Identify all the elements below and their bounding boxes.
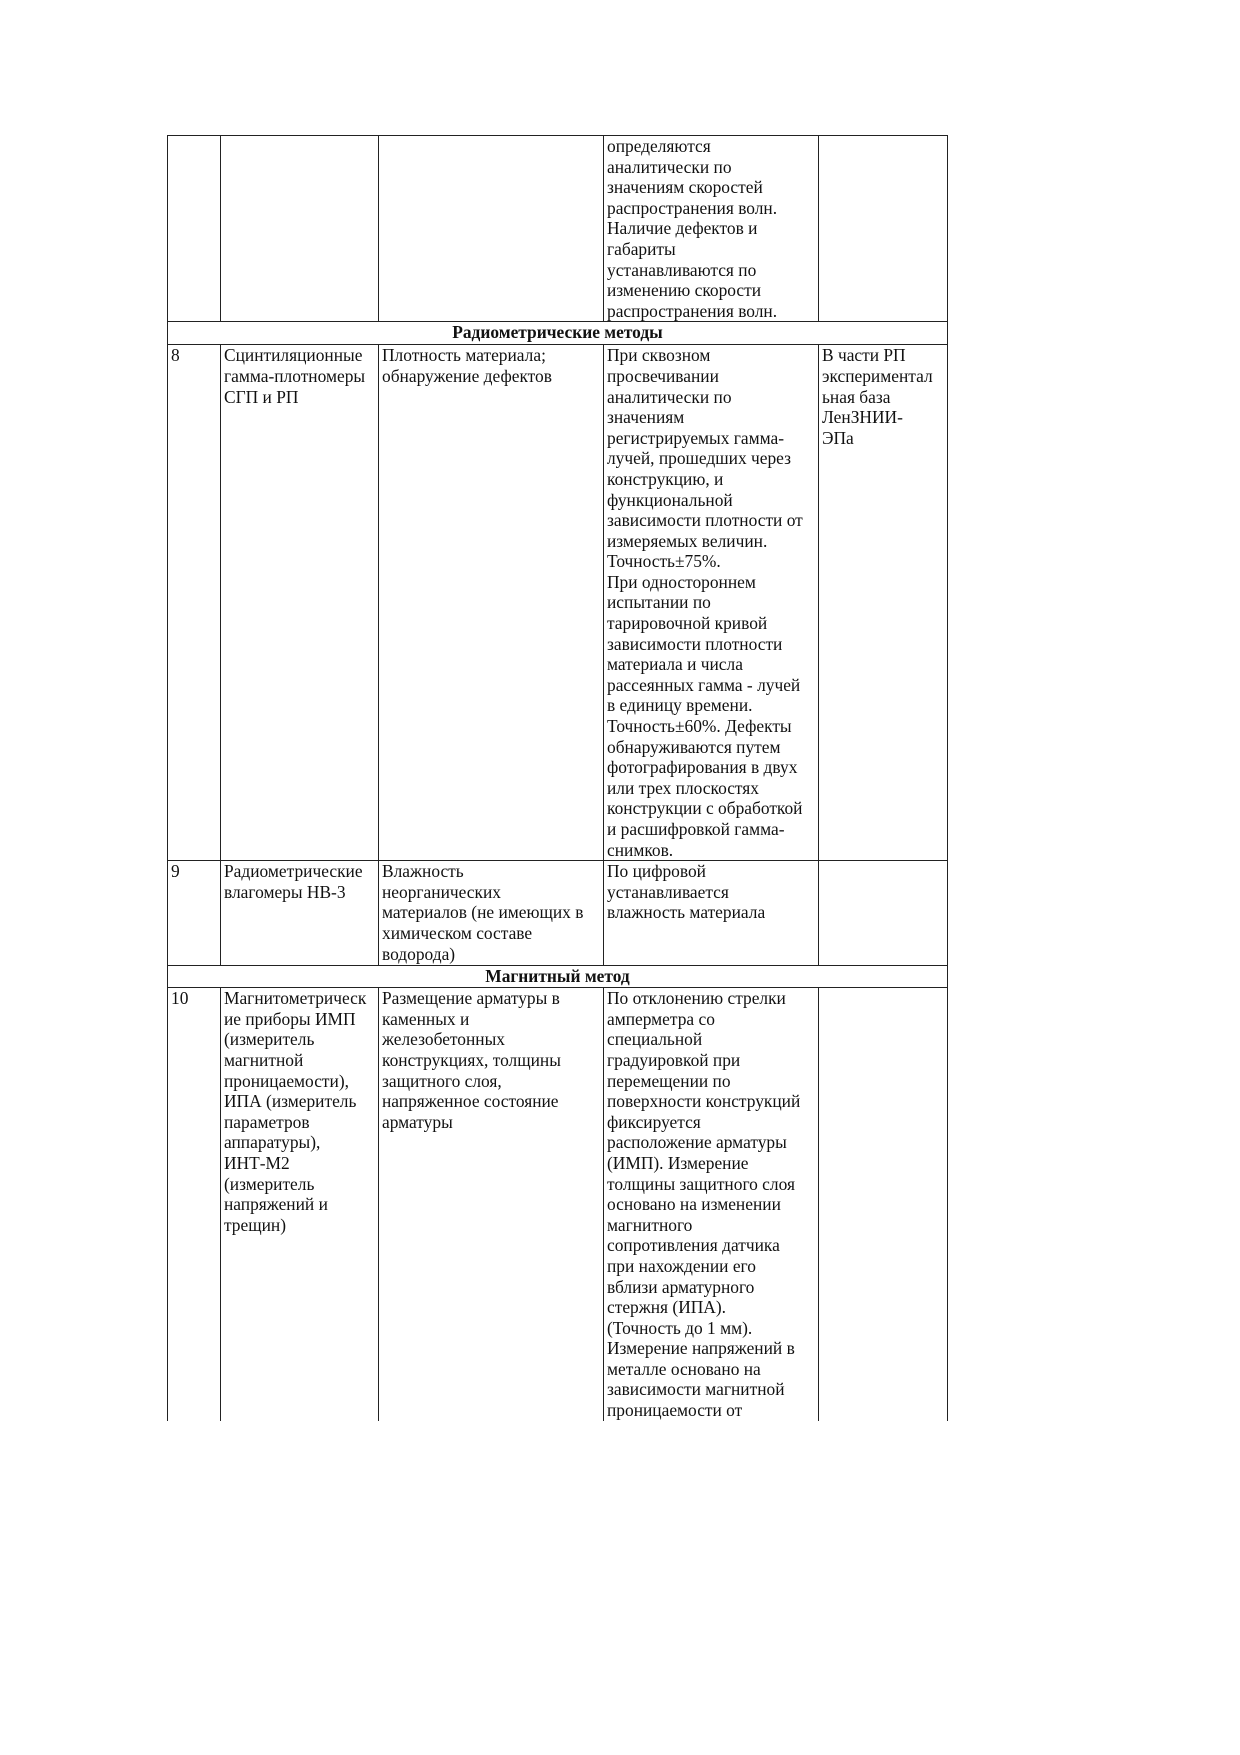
cell-num: 8	[168, 345, 221, 861]
cell-num	[168, 136, 221, 322]
table-row	[168, 136, 948, 322]
cell-method: определяются аналитически по значениям скоростей распространения волн. Наличие дефектов и габариты устанавливаются по изменению скорости распространения волн.	[604, 136, 819, 322]
cell-device: Магнитометрическ ие приборы ИМП (измеритель магнитной проницаемости), ИПА (измеритель параметров аппаратуры), ИНТ-М2 (измеритель напряжений и трещин)	[221, 988, 379, 1421]
cell-purpose: Размещение арматуры в каменных и железобетонных конструкциях, толщины защитного слоя, напряженное состояние арматуры	[379, 988, 604, 1421]
section-row	[168, 966, 948, 988]
cell-note: В части РП экспериментал ьная база ЛенЗНИИ- ЭПа	[819, 345, 948, 861]
section-row	[168, 322, 948, 345]
cell-note	[819, 136, 948, 322]
cell-method: При сквозном просвечивании аналитически по значениям регистрируемых гамма- лучей, прошедших через конструкцию, и функциональной зависимости плотности от измеряемых величин. Точность±75%. При одностороннем испытании по тарировочной кривой зависимости плотности материала и числа рассеянных гамма - лучей в единицу времени. Точность±60%. Дефекты обнаруживаются путем фотографирования в двух или трех плоскостях конструкции с обработкой и расшифровкой гамма- снимков.	[604, 345, 819, 861]
cell-purpose	[379, 136, 604, 322]
cell-device: Радиометрические влагомеры НВ-3	[221, 861, 379, 966]
cell-device	[221, 136, 379, 322]
cell-num: 10	[168, 988, 221, 1421]
cell-purpose: Плотность материала; обнаружение дефектов	[379, 345, 604, 861]
cell-device: Сцинтиляционные гамма-плотномеры СГП и РП	[221, 345, 379, 861]
cell-method: По цифровой устанавливается влажность материала	[604, 861, 819, 966]
section-heading: Магнитный метод	[168, 966, 948, 988]
section-heading: Радиометрические методы	[168, 322, 948, 345]
cell-note	[819, 861, 948, 966]
table-row	[168, 861, 948, 966]
table-row	[168, 988, 948, 1421]
methods-table	[167, 135, 948, 1421]
cell-method: По отклонению стрелки амперметра со специальной градуировкой при перемещении по поверхности конструкций фиксируется расположение арматуры (ИМП). Измерение толщины защитного слоя основано на изменении магнитного сопротивления датчика при нахождении его вблизи арматурного стержня (ИПА). (Точность до 1 мм). Измерение напряжений в металле основано на зависимости магнитной проницаемости от	[604, 988, 819, 1421]
cell-num: 9	[168, 861, 221, 966]
table-row	[168, 345, 948, 861]
cell-note	[819, 988, 948, 1421]
cell-purpose: Влажность неорганических материалов (не имеющих в химическом составе водорода)	[379, 861, 604, 966]
